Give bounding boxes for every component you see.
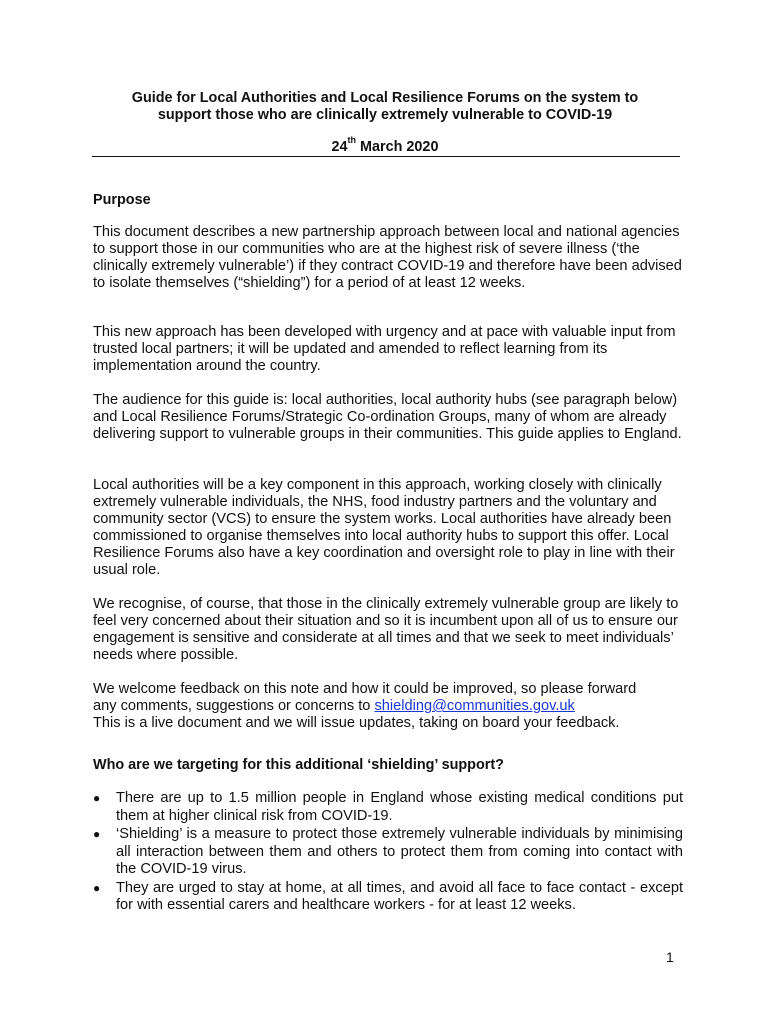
targeting-bullet-list <box>93 790 683 916</box>
document-title <box>92 90 678 124</box>
feedback-line-2-prefix: any comments, suggestions or concerns to <box>93 698 375 715</box>
date-suffix: th <box>347 135 357 146</box>
bullet-text: ‘Shielding’ is a measure to protect those extremely vulnerable individuals by minimising all interaction between them and others to protect them from coming into contact with the COVID-19 virus. <box>116 826 683 877</box>
title-line-1: Guide for Local Authorities and Local Resilience Forums on the system to <box>131 90 639 106</box>
list-item <box>93 826 683 879</box>
list-item <box>93 880 683 915</box>
document-date <box>92 135 678 156</box>
purpose-paragraph-1: This document describes a new partnership approach between local and national agencies to support those in our communities who are at the highest risk of severe illness (‘the clinically extremely vulnerable’) if they contract COVID-19 and therefore have been advised to isolate themselves (“shielding”) for a period of at least 12 weeks. <box>93 224 682 292</box>
feedback-line-3: This is a live document and we will issue updates, taking on board your feedback. <box>93 715 620 732</box>
feedback-line-2 <box>93 698 693 715</box>
title-divider <box>92 156 680 157</box>
targeting-heading: Who are we targeting for this additional ‘shielding’ support? <box>93 757 504 773</box>
bullet-dot-icon: ● <box>93 880 101 895</box>
feedback-email-link[interactable]: shielding@communities.gov.uk <box>374 698 575 715</box>
title-line-2: support those who are clinically extremely vulnerable to COVID-19 <box>157 107 613 123</box>
purpose-heading: Purpose <box>93 192 151 208</box>
bullet-text: There are up to 1.5 million people in England whose existing medical conditions put them at higher clinical risk from COVID-19. <box>116 790 683 824</box>
date-month-year: March 2020 <box>356 139 439 155</box>
purpose-paragraph-3: The audience for this guide is: local authorities, local authority hubs (see paragraph below) and Local Resilience Forums/Strategic Co-ordination Groups, many of whom are already delivering support to vulnerable groups in their communities. This guide applies to England. <box>93 392 682 443</box>
bullet-dot-icon: ● <box>93 827 101 841</box>
bullet-dot-icon: ● <box>93 791 101 805</box>
page-number: 1 <box>666 949 674 965</box>
bullet-text: They are urged to stay at home, at all times, and avoid all face to face contact - except for with essential carers and healthcare workers - for at least 12 weeks. <box>116 879 683 913</box>
purpose-paragraph-2: This new approach has been developed with urgency and at pace with valuable input from trusted local partners; it will be updated and amended to reflect learning from its implementation around the country. <box>93 324 676 375</box>
feedback-line-1: We welcome feedback on this note and how it could be improved, so please forward <box>93 681 637 697</box>
list-item <box>93 790 683 825</box>
date-day: 24 <box>331 139 348 155</box>
feedback-paragraph <box>93 681 693 732</box>
purpose-paragraph-4: Local authorities will be a key component in this approach, working closely with clinically extremely vulnerable individuals, the NHS, food industry partners and the voluntary and community sector (VCS) to ensure the system works. Local authorities have already been commissioned to organise themselves into local authority hubs to support this offer. Local Resilience Forums also have a key coordination and oversight role to play in line with their usual role. <box>93 477 675 579</box>
purpose-paragraph-5: We recognise, of course, that those in the clinically extremely vulnerable group are likely to feel very concerned about their situation and so it is incumbent upon all of us to ensure our engagement is sensitive and considerate at all times and that we seek to meet individuals’ needs where possible. <box>93 596 679 664</box>
